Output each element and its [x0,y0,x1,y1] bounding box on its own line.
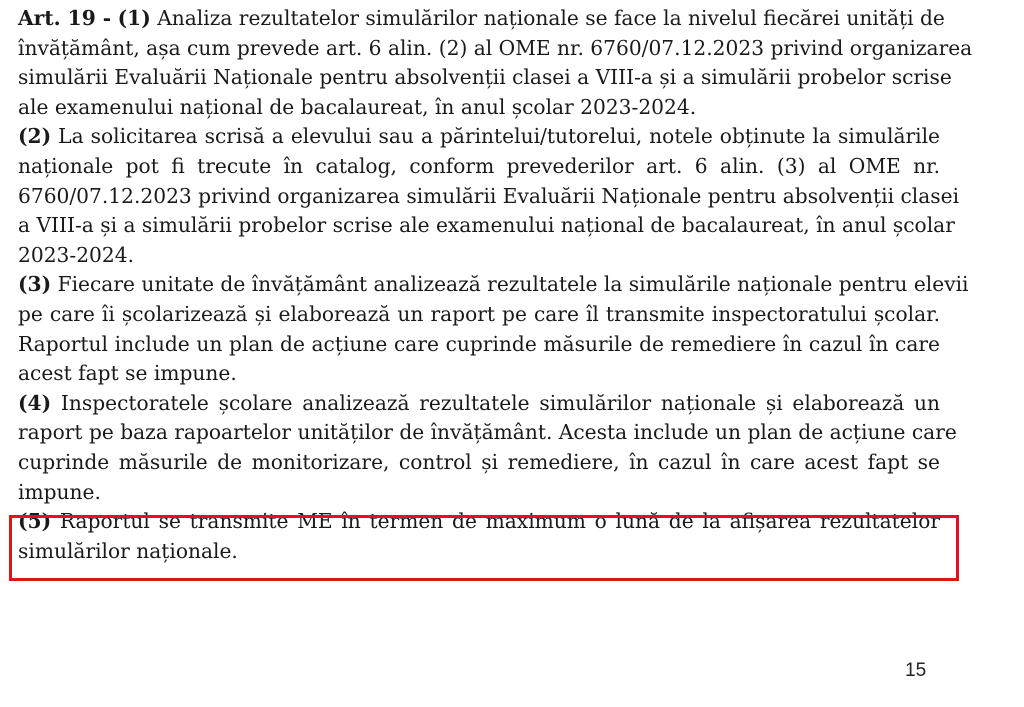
paragraph-2 [18,122,960,270]
paragraph-1 [18,4,973,122]
paragraph-line: 2023-2024. [18,242,134,267]
paragraph-number: (4) [18,390,52,415]
paragraph-number: (3) [18,272,52,297]
paragraph-number: (1) [117,6,151,30]
paragraph-line [18,4,945,34]
paragraph-text: Fiecare unitate de învățământ analizează rezultatele la simulările naționale pentru elevii [57,272,969,297]
paragraph-line: 6760/07.12.2023 privind organizarea simulării Evaluării Naționale pentru absolvenții clasei [18,183,960,208]
paragraph-line: acest fapt se impune. [18,361,237,386]
paragraph-line: simulării Evaluării Naționale pentru absolvenții clasei a VIII-a și a simulării probelor scrise [18,65,952,90]
article-heading: Art. 19 - [18,6,112,30]
document-body [18,4,973,566]
paragraph-3 [18,270,969,388]
paragraph-line: impune. [18,479,101,504]
paragraph-line [18,122,940,152]
paragraph-4 [18,389,957,507]
paragraph-text: Analiza rezultatelor simulărilor naționale se face la nivelul fiecărei unități de [157,6,945,30]
paragraph-line: simulărilor naționale. [18,538,238,563]
paragraph-line: Raportul include un plan de acțiune care cuprinde măsurile de remediere în cazul în care [18,331,940,356]
paragraph-number: (5) [18,509,52,534]
paragraph-line: ale examenului național de bacalaureat, în anul școlar 2023-2024. [18,94,697,119]
paragraph-line [18,270,969,300]
paragraph-line: naționale pot fi trecute în catalog, conform prevederilor art. 6 alin. (3) al OME nr. [18,153,940,178]
highlight-box [9,515,959,581]
page-number: 15 [905,660,927,681]
paragraph-number: (2) [18,124,52,149]
paragraph-line: cuprinde măsurile de monitorizare, control și remediere, în cazul în care acest fapt se [18,449,940,474]
paragraph-text: Inspectoratele școlare analizează rezultatele simulărilor naționale și elaborează un [60,390,940,415]
paragraph-line: pe care îi școlarizează și elaborează un raport pe care îl transmite inspectoratului școlar. [18,301,940,326]
paragraph-text: Raportul se transmite ME în termen de maximum o lună de la afișarea rezultatelor [59,509,940,534]
paragraph-line: a VIII-a și a simulării probelor scrise ale examenului național de bacalaureat, în anul școlar [18,213,955,238]
paragraph-line: raport pe baza rapoartelor unităților de învățământ. Acesta include un plan de acțiune care [18,420,957,445]
paragraph-line [18,389,940,419]
paragraph-text: La solicitarea scrisă a elevului sau a părintelui/tutorelui, notele obținute la simulările [58,124,940,149]
paragraph-line: învățământ, așa cum prevede art. 6 alin. (2) al OME nr. 6760/07.12.2023 privind organizarea [18,35,973,60]
